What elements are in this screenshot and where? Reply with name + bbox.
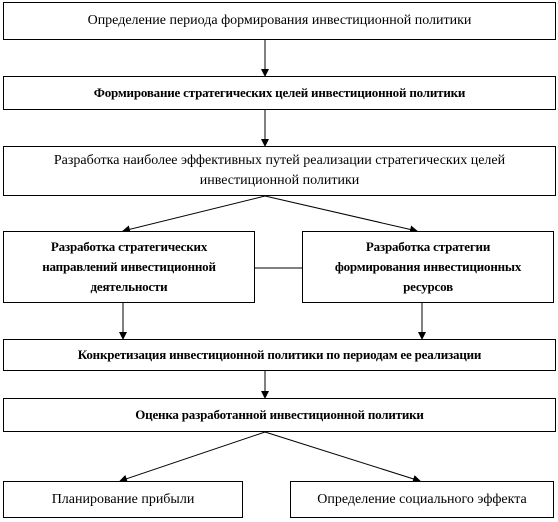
step-strategic-directions: [3, 231, 255, 303]
step-profit-planning-text: Планирование прибыли: [51, 491, 195, 507]
arrow-3-left: [123, 196, 265, 231]
arrow-6-right: [265, 432, 420, 481]
step-develop-ways-text: Разработка наиболее эффективных путей реализации стратегических целей инвестиционной политики: [53, 153, 506, 188]
step-evaluation: [3, 398, 556, 432]
step-profit-planning: [3, 481, 243, 518]
step-define-period: [3, 2, 556, 40]
step-develop-ways: [3, 146, 556, 196]
step-form-goals-text: Формирование стратегических целей инвестиционной политики: [93, 85, 466, 100]
arrow-3-right: [265, 196, 417, 231]
step-define-period-text: Определение периода формирования инвестиционной политики: [87, 13, 472, 28]
step-social-effect-text: Определение социального эффекта: [317, 491, 527, 507]
step-evaluation-text: Оценка разработанной инвестиционной политики: [135, 407, 424, 422]
step-resource-strategy: [302, 231, 554, 303]
step-social-effect: [290, 481, 554, 518]
step-form-goals: [3, 76, 556, 110]
step-resource-strategy-text: Разработка стратегии формирования инвестиционных ресурсов: [334, 239, 522, 294]
step-concretization-text: Конкретизация инвестиционной политики по периодам ее реализации: [77, 347, 482, 362]
step-strategic-directions-text: Разработка стратегических направлений инвестиционной деятельности: [42, 239, 216, 294]
arrow-6-left: [120, 432, 265, 481]
step-concretization: [3, 339, 556, 371]
